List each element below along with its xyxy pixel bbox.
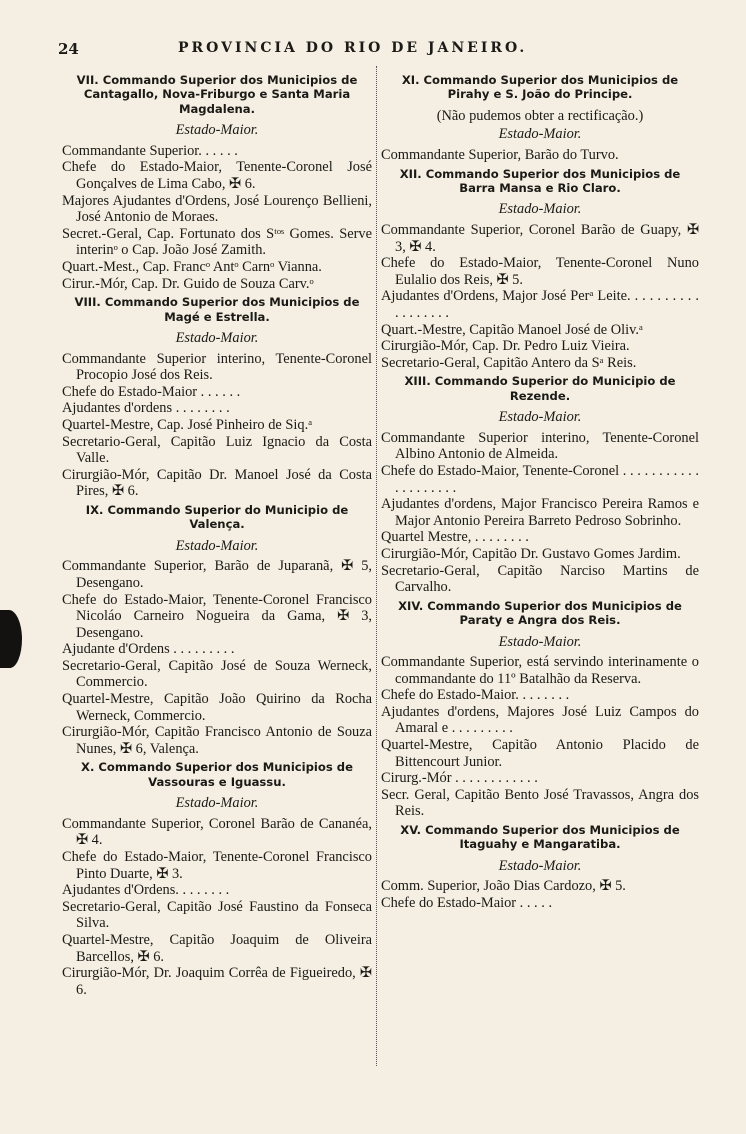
- staff-entry: Commandante Superior, está servindo interinamente o commandante do 11º Batalhão da Reserva.: [381, 654, 699, 687]
- staff-entry: Ajudante d'Ordens . . . . . . . . .: [62, 641, 235, 658]
- staff-entry: Quartel-Mestre, Capitão João Quirino da Rocha Werneck, Commercio.: [62, 691, 372, 724]
- staff-entry: Chefe do Estado-Maior. . . . . . . .: [381, 687, 570, 704]
- staff-entry: Chefe do Estado-Maior, Tenente-Coronel Francisco Nicoláo Carneiro Nogueira da Gama, ✠ 3, Desengano.: [62, 591, 372, 641]
- staff-entry: Secretario-Geral, Capitão José Faustino da Fonseca Silva.: [62, 898, 372, 932]
- staff-entry: Chefe do Estado-Maior . . . . . .: [62, 383, 241, 400]
- staff-entry: Cirurg.-Mór . . . . . . . . . . . .: [381, 770, 538, 787]
- section-title: XI. Commando Superior dos Municipios de Pirahy e S. João do Principe.: [401, 73, 679, 102]
- staff-entry: Quartel-Mestre, Cap. José Pinheiro de Siq.ᵃ: [62, 416, 313, 433]
- section-title: IX. Commando Superior do Municipio de Valença.: [85, 502, 349, 532]
- staff-entry: Quartel-Mestre, Capitão Joaquim de Oliveira Barcellos, ✠ 6.: [62, 932, 372, 965]
- section: [62, 73, 372, 292]
- staff-entry: Secret.-Geral, Cap. Fortunato dos Sᵗᵒˢ Gomes. Serve interinᵒ o Cap. João José Zamith.: [62, 225, 372, 259]
- staff-entry: Commandante Superior, Coronel Barão de Cananéa, ✠ 4.: [62, 815, 372, 849]
- staff-entry: Cirurgião-Mór, Capitão Dr. Gustavo Gomes Jardim.: [381, 545, 681, 562]
- staff-entry: Ajudantes d'ordens, Major Francisco Pereira Ramos e Major Antonio Pereira Barreto Pedroso Sobrinho.: [381, 496, 699, 529]
- staff-entry: Quart.-Mestre, Capitão Manoel José de Oliv.ᵃ: [381, 321, 643, 338]
- estado-maior-heading: Estado-Maior.: [498, 201, 582, 218]
- estado-maior-heading: Estado-Maior.: [498, 409, 582, 426]
- left-column: [62, 70, 372, 998]
- staff-entry: Chefe do Estado-Maior . . . . .: [381, 895, 553, 912]
- section-note: (Não pudemos obter a rectificação.): [436, 107, 644, 124]
- section-title: XIV. Commando Superior dos Municipios de Paraty e Angra dos Reis.: [398, 598, 682, 628]
- staff-entry: Commandante Superior. . . . . .: [62, 142, 238, 159]
- estado-maior-heading: Estado-Maior.: [498, 126, 582, 143]
- section-title: XII. Commando Superior dos Municipios de Barra Mansa e Rio Claro.: [399, 166, 681, 195]
- staff-entry: Secretario-Geral, Capitão Luiz Ignacio da Costa Valle.: [62, 433, 372, 467]
- staff-entry: Cirurgião-Mór, Cap. Dr. Pedro Luiz Vieira.: [381, 338, 630, 355]
- staff-entry: Cirurgião-Mór, Dr. Joaquim Corrêa de Figueiredo, ✠ 6.: [62, 965, 372, 998]
- right-column: [381, 70, 699, 912]
- section-title: X. Commando Superior dos Municipios de Vassouras e Iguassu.: [81, 760, 353, 789]
- staff-entry: Cirur.-Mór, Cap. Dr. Guido de Souza Carv.ᵒ: [62, 275, 314, 292]
- staff-entry: Ajudantes d'ordens, Majores José Luiz Campos do Amaral e . . . . . . . . .: [381, 703, 699, 737]
- section: [381, 167, 699, 372]
- column-divider: [376, 66, 377, 1066]
- staff-entry: Quartel-Mestre, Capitão Antonio Placido de Bittencourt Junior.: [381, 737, 699, 770]
- running-title: PROVINCIA DO RIO DE JANEIRO.: [178, 40, 528, 56]
- estado-maior-heading: Estado-Maior.: [498, 633, 582, 650]
- staff-entry: Quart.-Mest., Cap. Francᵒ Antᵒ Carnᵒ Vianna.: [62, 258, 322, 275]
- section: [62, 503, 372, 758]
- staff-entry: Ajudantes d'Ordens. . . . . . . .: [62, 882, 230, 899]
- staff-entry: Commandante Superior interino, Tenente-Coronel Albino Antonio de Almeida.: [381, 429, 699, 463]
- staff-entry: Chefe do Estado-Maior, Tenente-Coronel Francisco Pinto Duarte, ✠ 3.: [62, 849, 372, 882]
- estado-maior-heading: Estado-Maior.: [175, 537, 259, 554]
- section-title: VIII. Commando Superior dos Municipios de Magé e Estrella.: [74, 295, 360, 324]
- staff-entry: Commandante Superior, Barão de Juparanã, ✠ 5, Desengano.: [62, 558, 372, 591]
- staff-entry: Cirurgião-Mór, Capitão Dr. Manoel José da Costa Pires, ✠ 6.: [62, 466, 372, 500]
- staff-entry: Cirurgião-Mór, Capitão Francisco Antonio de Souza Nunes, ✠ 6, Valença.: [62, 724, 372, 757]
- staff-entry: Quartel Mestre, . . . . . . . .: [381, 529, 529, 546]
- page-number: 24: [58, 40, 79, 58]
- section-title: XV. Commando Superior dos Municipios de Itaguahy e Mangaratiba.: [400, 823, 680, 852]
- section: [381, 374, 699, 595]
- estado-maior-heading: Estado-Maior.: [498, 857, 582, 874]
- staff-entry: Ajudantes d'Ordens, Major José Perᵃ Leite. . . . . . . . . . . . . . . . . .: [381, 288, 699, 321]
- staff-entry: Majores Ajudantes d'Ordens, José Lourenço Bellieni, José Antonio de Moraes.: [62, 192, 372, 226]
- staff-entry: Comm. Superior, João Dias Cardozo, ✠ 5.: [381, 878, 626, 895]
- ink-blot: [0, 610, 22, 668]
- staff-entry: Chefe do Estado-Maior, Tenente-Coronel José Gonçalves de Lima Cabo, ✠ 6.: [62, 159, 372, 192]
- section-title: VII. Commando Superior dos Municipios de Cantagallo, Nova-Friburgo e Santa Maria Magdalena.: [76, 73, 358, 116]
- section: [381, 823, 699, 912]
- section: [62, 295, 372, 500]
- staff-entry: Secretario-Geral, Capitão Narciso Martins de Carvalho.: [381, 562, 699, 596]
- section: [62, 760, 372, 998]
- staff-entry: Secretario-Geral, Capitão José de Souza Werneck, Commercio.: [62, 657, 372, 691]
- staff-entry: Ajudantes d'ordens . . . . . . . .: [62, 400, 230, 417]
- estado-maior-heading: Estado-Maior.: [175, 795, 259, 812]
- staff-entry: Chefe do Estado-Maior, Tenente-Coronel . . . . . . . . . . . . . . . . . . . .: [381, 462, 699, 496]
- staff-entry: Commandante Superior, Barão do Turvo.: [381, 147, 619, 163]
- page-header: [58, 40, 698, 64]
- section: [381, 599, 699, 820]
- estado-maior-heading: Estado-Maior.: [175, 122, 259, 139]
- section: [381, 73, 699, 164]
- estado-maior-heading: Estado-Maior.: [175, 329, 259, 346]
- staff-entry: Commandante Superior, Coronel Barão de Guapy, ✠ 3, ✠ 4.: [381, 222, 699, 255]
- staff-entry: Secretario-Geral, Capitão Antero da Sᵃ Reis.: [381, 354, 637, 371]
- staff-entry: Secr. Geral, Capitão Bento José Travassos, Angra dos Reis.: [381, 786, 699, 820]
- staff-entry: Commandante Superior interino, Tenente-Coronel Procopio José dos Reis.: [62, 350, 372, 384]
- staff-entry: Chefe do Estado-Maior, Tenente-Coronel Nuno Eulalio dos Reis, ✠ 5.: [381, 255, 699, 288]
- section-title: XIII. Commando Superior do Municipio de Rezende.: [404, 374, 676, 403]
